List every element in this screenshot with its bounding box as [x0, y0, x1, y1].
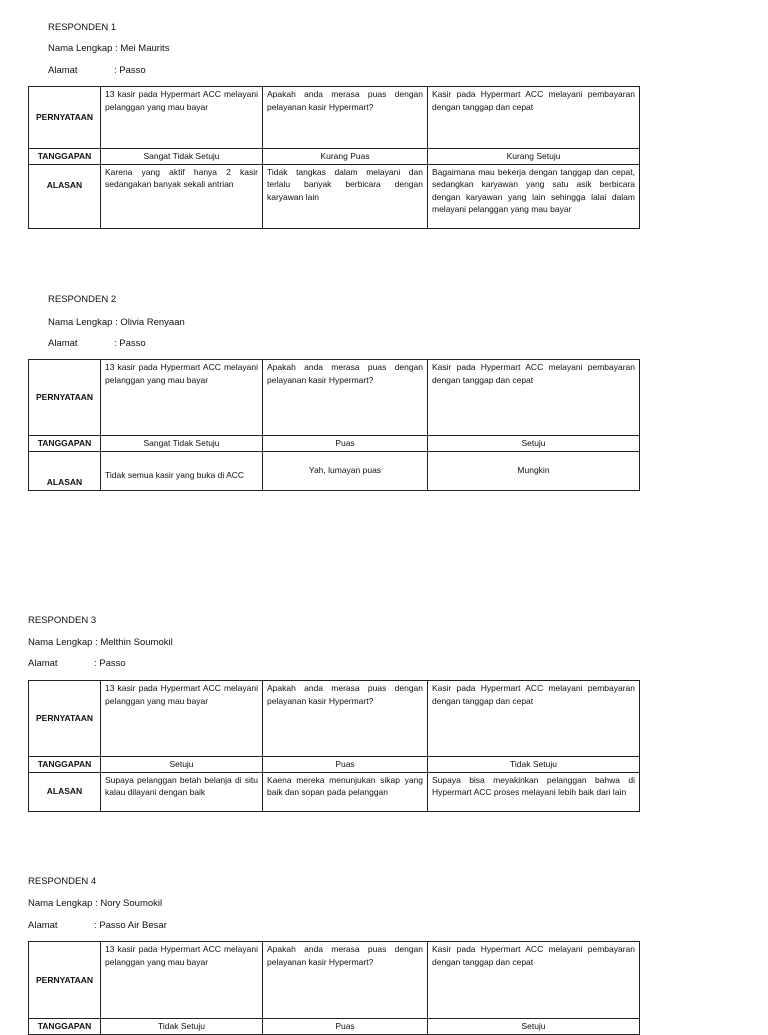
- address-value: Passo Air Besar: [99, 920, 167, 931]
- name-label: Nama Lengkap :: [48, 317, 121, 328]
- response-cell: Kurang Setuju: [428, 149, 640, 165]
- reason-cell: Mungkin: [428, 451, 640, 490]
- name-line: [48, 43, 169, 55]
- response-table: [28, 86, 640, 229]
- pernyataan-label: PERNYATAAN: [29, 87, 101, 149]
- respondent-title: RESPONDEN 1: [48, 22, 117, 33]
- response-cell: Tidak Setuju: [428, 757, 640, 773]
- name-value: Nory Soumokil: [100, 898, 163, 909]
- address-label: Alamat: [28, 658, 58, 669]
- alasan-label: ALASAN: [29, 772, 101, 811]
- statement-cell: Kasir pada Hypermart ACC melayani pembayaran dengan tanggap dan cepat: [428, 87, 640, 149]
- statement-cell: Apakah anda merasa puas dengan pelayanan kasir Hypermart?: [263, 87, 428, 149]
- response-cell: Puas: [263, 757, 428, 773]
- address-label: Alamat: [48, 338, 78, 349]
- reason-cell: Bagaimana mau bekerja dengan tanggap dan cepat, sedangkan karyawan yang satu asik berbicara dengan karyawan yang lain sehingga lalai dalam melayani pelanggan yang mau bayar: [428, 164, 640, 228]
- alasan-label: ALASAN: [29, 451, 101, 490]
- address-line: [28, 920, 167, 932]
- reason-row: [29, 164, 640, 228]
- name-label: Nama Lengkap :: [48, 43, 121, 54]
- reason-cell: Supaya pelanggan betah belanja di situ kalau dilayani dengan baik: [101, 772, 263, 811]
- reason-cell: Yah, lumayan puas: [263, 451, 428, 490]
- reason-cell: Supaya bisa meyakinkan pelanggan bahwa di Hypermart ACC proses melayani lebih baik dari lain: [428, 772, 640, 811]
- response-cell: Tidak Setuju: [101, 1019, 263, 1035]
- reason-cell: Kaena mereka menunjukan sikap yang baik dan sopan pada pelanggan: [263, 772, 428, 811]
- statement-row: [29, 942, 640, 1019]
- statement-cell: Apakah anda merasa puas dengan pelayanan kasir Hypermart?: [263, 942, 428, 1019]
- statement-cell: Apakah anda merasa puas dengan pelayanan kasir Hypermart?: [263, 360, 428, 436]
- statement-cell: 13 kasir pada Hypermart ACC melayani pelanggan yang mau bayar: [101, 360, 263, 436]
- respondent-title: RESPONDEN 3: [28, 615, 97, 626]
- statement-row: [29, 360, 640, 436]
- address-line: [48, 65, 146, 77]
- address-line: [28, 658, 126, 670]
- reason-cell: Karena yang aktif hanya 2 kasir sedangakan banyak sekali antrian: [101, 164, 263, 228]
- response-cell: Kurang Puas: [263, 149, 428, 165]
- response-table: [28, 680, 640, 812]
- address-value: Passo: [119, 65, 146, 76]
- tanggapan-label: TANGGAPAN: [29, 149, 101, 165]
- name-value: Melthin Soumokil: [100, 637, 173, 648]
- statement-cell: Kasir pada Hypermart ACC melayani pembayaran dengan tanggap dan cepat: [428, 360, 640, 436]
- pernyataan-label: PERNYATAAN: [29, 942, 101, 1019]
- response-cell: Puas: [263, 436, 428, 452]
- address-sep: :: [114, 338, 120, 349]
- response-row: [29, 436, 640, 452]
- name-line: [28, 637, 173, 649]
- address-line: [48, 338, 146, 350]
- response-table: [28, 359, 640, 491]
- statement-row: [29, 87, 640, 149]
- address-sep: :: [94, 920, 100, 931]
- statement-cell: Kasir pada Hypermart ACC melayani pembayaran dengan tanggap dan cepat: [428, 942, 640, 1019]
- statement-cell: 13 kasir pada Hypermart ACC melayani pelanggan yang mau bayar: [101, 942, 263, 1019]
- response-cell: Sangat Tidak Setuju: [101, 149, 263, 165]
- tanggapan-label: TANGGAPAN: [29, 1019, 101, 1035]
- statement-cell: 13 kasir pada Hypermart ACC melayani pelanggan yang mau bayar: [101, 681, 263, 757]
- statement-cell: 13 kasir pada Hypermart ACC melayani pelanggan yang mau bayar: [101, 87, 263, 149]
- response-row: [29, 1019, 640, 1035]
- name-label: Nama Lengkap :: [28, 637, 101, 648]
- response-cell: Setuju: [428, 436, 640, 452]
- statement-cell: Kasir pada Hypermart ACC melayani pembayaran dengan tanggap dan cepat: [428, 681, 640, 757]
- response-row: [29, 757, 640, 773]
- address-value: Passo: [119, 338, 146, 349]
- reason-row: [29, 451, 640, 490]
- statement-row: [29, 681, 640, 757]
- response-cell: Setuju: [101, 757, 263, 773]
- alasan-label: ALASAN: [29, 164, 101, 228]
- response-cell: Sangat Tidak Setuju: [101, 436, 263, 452]
- name-value: Olivia Renyaan: [120, 317, 185, 328]
- response-table: [28, 941, 640, 1035]
- name-line: [48, 317, 185, 329]
- address-sep: :: [94, 658, 100, 669]
- reason-cell: Tidak tangkas dalam melayani dan terlalu banyak berbicara dengan karyawan lain: [263, 164, 428, 228]
- pernyataan-label: PERNYATAAN: [29, 360, 101, 436]
- tanggapan-label: TANGGAPAN: [29, 757, 101, 773]
- name-value: Mei Maurits: [120, 43, 170, 54]
- response-row: [29, 149, 640, 165]
- pernyataan-label: PERNYATAAN: [29, 681, 101, 757]
- address-label: Alamat: [28, 920, 58, 931]
- respondent-title: RESPONDEN 4: [28, 876, 97, 887]
- statement-cell: Apakah anda merasa puas dengan pelayanan kasir Hypermart?: [263, 681, 428, 757]
- response-cell: Setuju: [428, 1019, 640, 1035]
- reason-row: [29, 772, 640, 811]
- address-sep: :: [114, 65, 120, 76]
- address-label: Alamat: [48, 65, 78, 76]
- name-line: [28, 898, 162, 910]
- address-value: Passo: [99, 658, 126, 669]
- tanggapan-label: TANGGAPAN: [29, 436, 101, 452]
- respondent-title: RESPONDEN 2: [48, 294, 117, 305]
- reason-cell: Tidak semua kasir yang buka di ACC: [101, 451, 263, 490]
- name-label: Nama Lengkap :: [28, 898, 101, 909]
- response-cell: Puas: [263, 1019, 428, 1035]
